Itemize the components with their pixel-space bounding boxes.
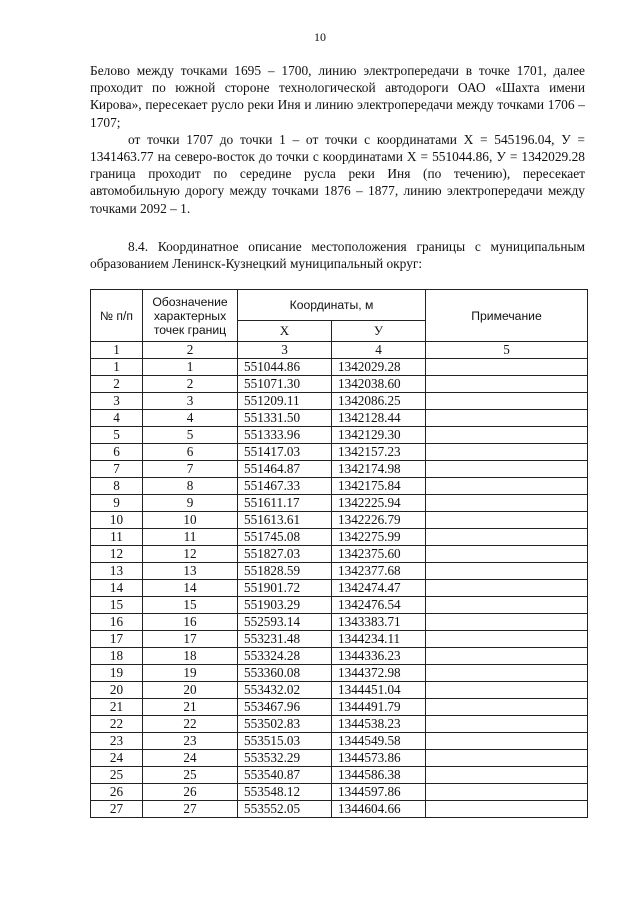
row-number-cell: 18 (91, 648, 143, 665)
point-cell: 20 (143, 682, 238, 699)
header-x: Х (238, 321, 332, 342)
row-number-cell: 20 (91, 682, 143, 699)
note-cell (426, 767, 588, 784)
table-row (91, 512, 588, 529)
y-coordinate-cell: 1343383.71 (332, 614, 426, 631)
note-cell (426, 410, 588, 427)
table-row (91, 359, 588, 376)
y-coordinate-cell: 1344372.98 (332, 665, 426, 682)
y-coordinate-cell: 1342038.60 (332, 376, 426, 393)
point-cell: 1 (143, 359, 238, 376)
point-cell: 7 (143, 461, 238, 478)
y-coordinate-cell: 1344604.66 (332, 801, 426, 818)
row-number-cell: 11 (91, 529, 143, 546)
table-row (91, 393, 588, 410)
table-row (91, 784, 588, 801)
x-coordinate-cell: 553532.29 (238, 750, 332, 767)
note-cell (426, 444, 588, 461)
table-row (91, 444, 588, 461)
note-cell (426, 750, 588, 767)
index-cell: 5 (426, 342, 588, 359)
index-cell: 4 (332, 342, 426, 359)
y-coordinate-cell: 1344586.38 (332, 767, 426, 784)
row-number-cell: 7 (91, 461, 143, 478)
note-cell (426, 427, 588, 444)
table-row (91, 410, 588, 427)
point-cell: 10 (143, 512, 238, 529)
point-cell: 8 (143, 478, 238, 495)
point-cell: 18 (143, 648, 238, 665)
note-cell (426, 614, 588, 631)
x-coordinate-cell: 551827.03 (238, 546, 332, 563)
x-coordinate-cell: 553502.83 (238, 716, 332, 733)
x-coordinate-cell: 553324.28 (238, 648, 332, 665)
table-index-row (91, 342, 588, 359)
header-y: У (332, 321, 426, 342)
y-coordinate-cell: 1342226.79 (332, 512, 426, 529)
row-number-cell: 16 (91, 614, 143, 631)
x-coordinate-cell: 551464.87 (238, 461, 332, 478)
row-number-cell: 24 (91, 750, 143, 767)
note-cell (426, 495, 588, 512)
table-header-row (91, 290, 588, 321)
header-coordinates: Координаты, м (238, 290, 426, 321)
point-cell: 14 (143, 580, 238, 597)
row-number-cell: 27 (91, 801, 143, 818)
row-number-cell: 4 (91, 410, 143, 427)
y-coordinate-cell: 1342476.54 (332, 597, 426, 614)
table-row (91, 495, 588, 512)
table-row (91, 597, 588, 614)
point-cell: 3 (143, 393, 238, 410)
x-coordinate-cell: 551745.08 (238, 529, 332, 546)
row-number-cell: 9 (91, 495, 143, 512)
table-row (91, 563, 588, 580)
header-number: № п/п (91, 290, 143, 342)
y-coordinate-cell: 1342174.98 (332, 461, 426, 478)
point-cell: 19 (143, 665, 238, 682)
point-cell: 26 (143, 784, 238, 801)
table-row (91, 580, 588, 597)
table-row (91, 801, 588, 818)
x-coordinate-cell: 551901.72 (238, 580, 332, 597)
note-cell (426, 359, 588, 376)
row-number-cell: 5 (91, 427, 143, 444)
table-row (91, 546, 588, 563)
point-cell: 22 (143, 716, 238, 733)
index-cell: 3 (238, 342, 332, 359)
y-coordinate-cell: 1342474.47 (332, 580, 426, 597)
section-heading: 8.4. Координатное описание местоположения границы с муниципальным образованием Ленинск-Кузнецкий муниципальный округ: (90, 239, 585, 272)
x-coordinate-cell: 551333.96 (238, 427, 332, 444)
note-cell (426, 393, 588, 410)
table-row (91, 631, 588, 648)
x-coordinate-cell: 553360.08 (238, 665, 332, 682)
row-number-cell: 22 (91, 716, 143, 733)
point-cell: 2 (143, 376, 238, 393)
point-cell: 15 (143, 597, 238, 614)
row-number-cell: 19 (91, 665, 143, 682)
note-cell (426, 733, 588, 750)
note-cell (426, 580, 588, 597)
row-number-cell: 10 (91, 512, 143, 529)
x-coordinate-cell: 551209.11 (238, 393, 332, 410)
y-coordinate-cell: 1342175.84 (332, 478, 426, 495)
note-cell (426, 597, 588, 614)
x-coordinate-cell: 553432.02 (238, 682, 332, 699)
point-cell: 16 (143, 614, 238, 631)
note-cell (426, 512, 588, 529)
header-note: Примечание (426, 290, 588, 342)
x-coordinate-cell: 553548.12 (238, 784, 332, 801)
table-row (91, 648, 588, 665)
x-coordinate-cell: 553467.96 (238, 699, 332, 716)
table-row (91, 682, 588, 699)
note-cell (426, 546, 588, 563)
point-cell: 5 (143, 427, 238, 444)
body-text (90, 62, 585, 217)
note-cell (426, 716, 588, 733)
note-cell (426, 478, 588, 495)
point-cell: 24 (143, 750, 238, 767)
x-coordinate-cell: 551044.86 (238, 359, 332, 376)
row-number-cell: 6 (91, 444, 143, 461)
note-cell (426, 682, 588, 699)
point-cell: 12 (143, 546, 238, 563)
x-coordinate-cell: 551613.61 (238, 512, 332, 529)
point-cell: 17 (143, 631, 238, 648)
y-coordinate-cell: 1342375.60 (332, 546, 426, 563)
y-coordinate-cell: 1344597.86 (332, 784, 426, 801)
point-cell: 27 (143, 801, 238, 818)
note-cell (426, 699, 588, 716)
point-cell: 6 (143, 444, 238, 461)
y-coordinate-cell: 1342377.68 (332, 563, 426, 580)
y-coordinate-cell: 1344336.23 (332, 648, 426, 665)
x-coordinate-cell: 551611.17 (238, 495, 332, 512)
point-cell: 4 (143, 410, 238, 427)
x-coordinate-cell: 553515.03 (238, 733, 332, 750)
x-coordinate-cell: 552593.14 (238, 614, 332, 631)
note-cell (426, 376, 588, 393)
y-coordinate-cell: 1344451.04 (332, 682, 426, 699)
coordinates-table (90, 289, 588, 818)
table-row (91, 665, 588, 682)
table-row (91, 478, 588, 495)
paragraph-continuation: Белово между точками 1695 – 1700, линию электропередачи в точке 1701, далее проходит по южной стороне технологической автодороги ОАО «Шахта имени Кирова», пересекает русло реки Иня и линию электропередачи между точками 1706 – 1707; (90, 63, 585, 130)
table-row (91, 767, 588, 784)
table-row (91, 716, 588, 733)
table-row (91, 427, 588, 444)
x-coordinate-cell: 553540.87 (238, 767, 332, 784)
header-point-designation: Обозначение характерных точек границ (143, 290, 238, 342)
note-cell (426, 631, 588, 648)
row-number-cell: 3 (91, 393, 143, 410)
x-coordinate-cell: 551828.59 (238, 563, 332, 580)
x-coordinate-cell: 553231.48 (238, 631, 332, 648)
row-number-cell: 1 (91, 359, 143, 376)
row-number-cell: 8 (91, 478, 143, 495)
y-coordinate-cell: 1342157.23 (332, 444, 426, 461)
y-coordinate-cell: 1342086.25 (332, 393, 426, 410)
row-number-cell: 15 (91, 597, 143, 614)
note-cell (426, 784, 588, 801)
y-coordinate-cell: 1344491.79 (332, 699, 426, 716)
y-coordinate-cell: 1344234.11 (332, 631, 426, 648)
row-number-cell: 12 (91, 546, 143, 563)
note-cell (426, 665, 588, 682)
table-row (91, 614, 588, 631)
x-coordinate-cell: 551903.29 (238, 597, 332, 614)
table-row (91, 750, 588, 767)
y-coordinate-cell: 1342128.44 (332, 410, 426, 427)
table-row (91, 529, 588, 546)
row-number-cell: 25 (91, 767, 143, 784)
note-cell (426, 801, 588, 818)
index-cell: 1 (91, 342, 143, 359)
x-coordinate-cell: 553552.05 (238, 801, 332, 818)
row-number-cell: 26 (91, 784, 143, 801)
y-coordinate-cell: 1344573.86 (332, 750, 426, 767)
page-number: 10 (314, 30, 326, 44)
row-number-cell: 14 (91, 580, 143, 597)
table-row (91, 733, 588, 750)
y-coordinate-cell: 1342129.30 (332, 427, 426, 444)
row-number-cell: 17 (91, 631, 143, 648)
point-cell: 23 (143, 733, 238, 750)
point-cell: 25 (143, 767, 238, 784)
row-number-cell: 21 (91, 699, 143, 716)
y-coordinate-cell: 1344549.58 (332, 733, 426, 750)
table-row (91, 461, 588, 478)
x-coordinate-cell: 551071.30 (238, 376, 332, 393)
note-cell (426, 461, 588, 478)
point-cell: 13 (143, 563, 238, 580)
point-cell: 9 (143, 495, 238, 512)
y-coordinate-cell: 1342029.28 (332, 359, 426, 376)
note-cell (426, 563, 588, 580)
point-cell: 11 (143, 529, 238, 546)
point-cell: 21 (143, 699, 238, 716)
row-number-cell: 2 (91, 376, 143, 393)
row-number-cell: 13 (91, 563, 143, 580)
y-coordinate-cell: 1342275.99 (332, 529, 426, 546)
index-cell: 2 (143, 342, 238, 359)
y-coordinate-cell: 1342225.94 (332, 495, 426, 512)
x-coordinate-cell: 551467.33 (238, 478, 332, 495)
note-cell (426, 648, 588, 665)
paragraph-boundary-description: от точки 1707 до точки 1 – от точки с координатами X = 545196.04, У = 1341463.77 на северо-восток до точки с координатами X = 551044.86, У = 1342029.28 граница проходит по середине русла реки Иня (по течению), пересекает автомобильную дорогу между точками 1876 – 1877, линию электропередачи между точками 2092 – 1. (90, 131, 585, 216)
note-cell (426, 529, 588, 546)
table-body (91, 342, 588, 818)
table-row (91, 699, 588, 716)
y-coordinate-cell: 1344538.23 (332, 716, 426, 733)
x-coordinate-cell: 551417.03 (238, 444, 332, 461)
row-number-cell: 23 (91, 733, 143, 750)
table-row (91, 376, 588, 393)
x-coordinate-cell: 551331.50 (238, 410, 332, 427)
